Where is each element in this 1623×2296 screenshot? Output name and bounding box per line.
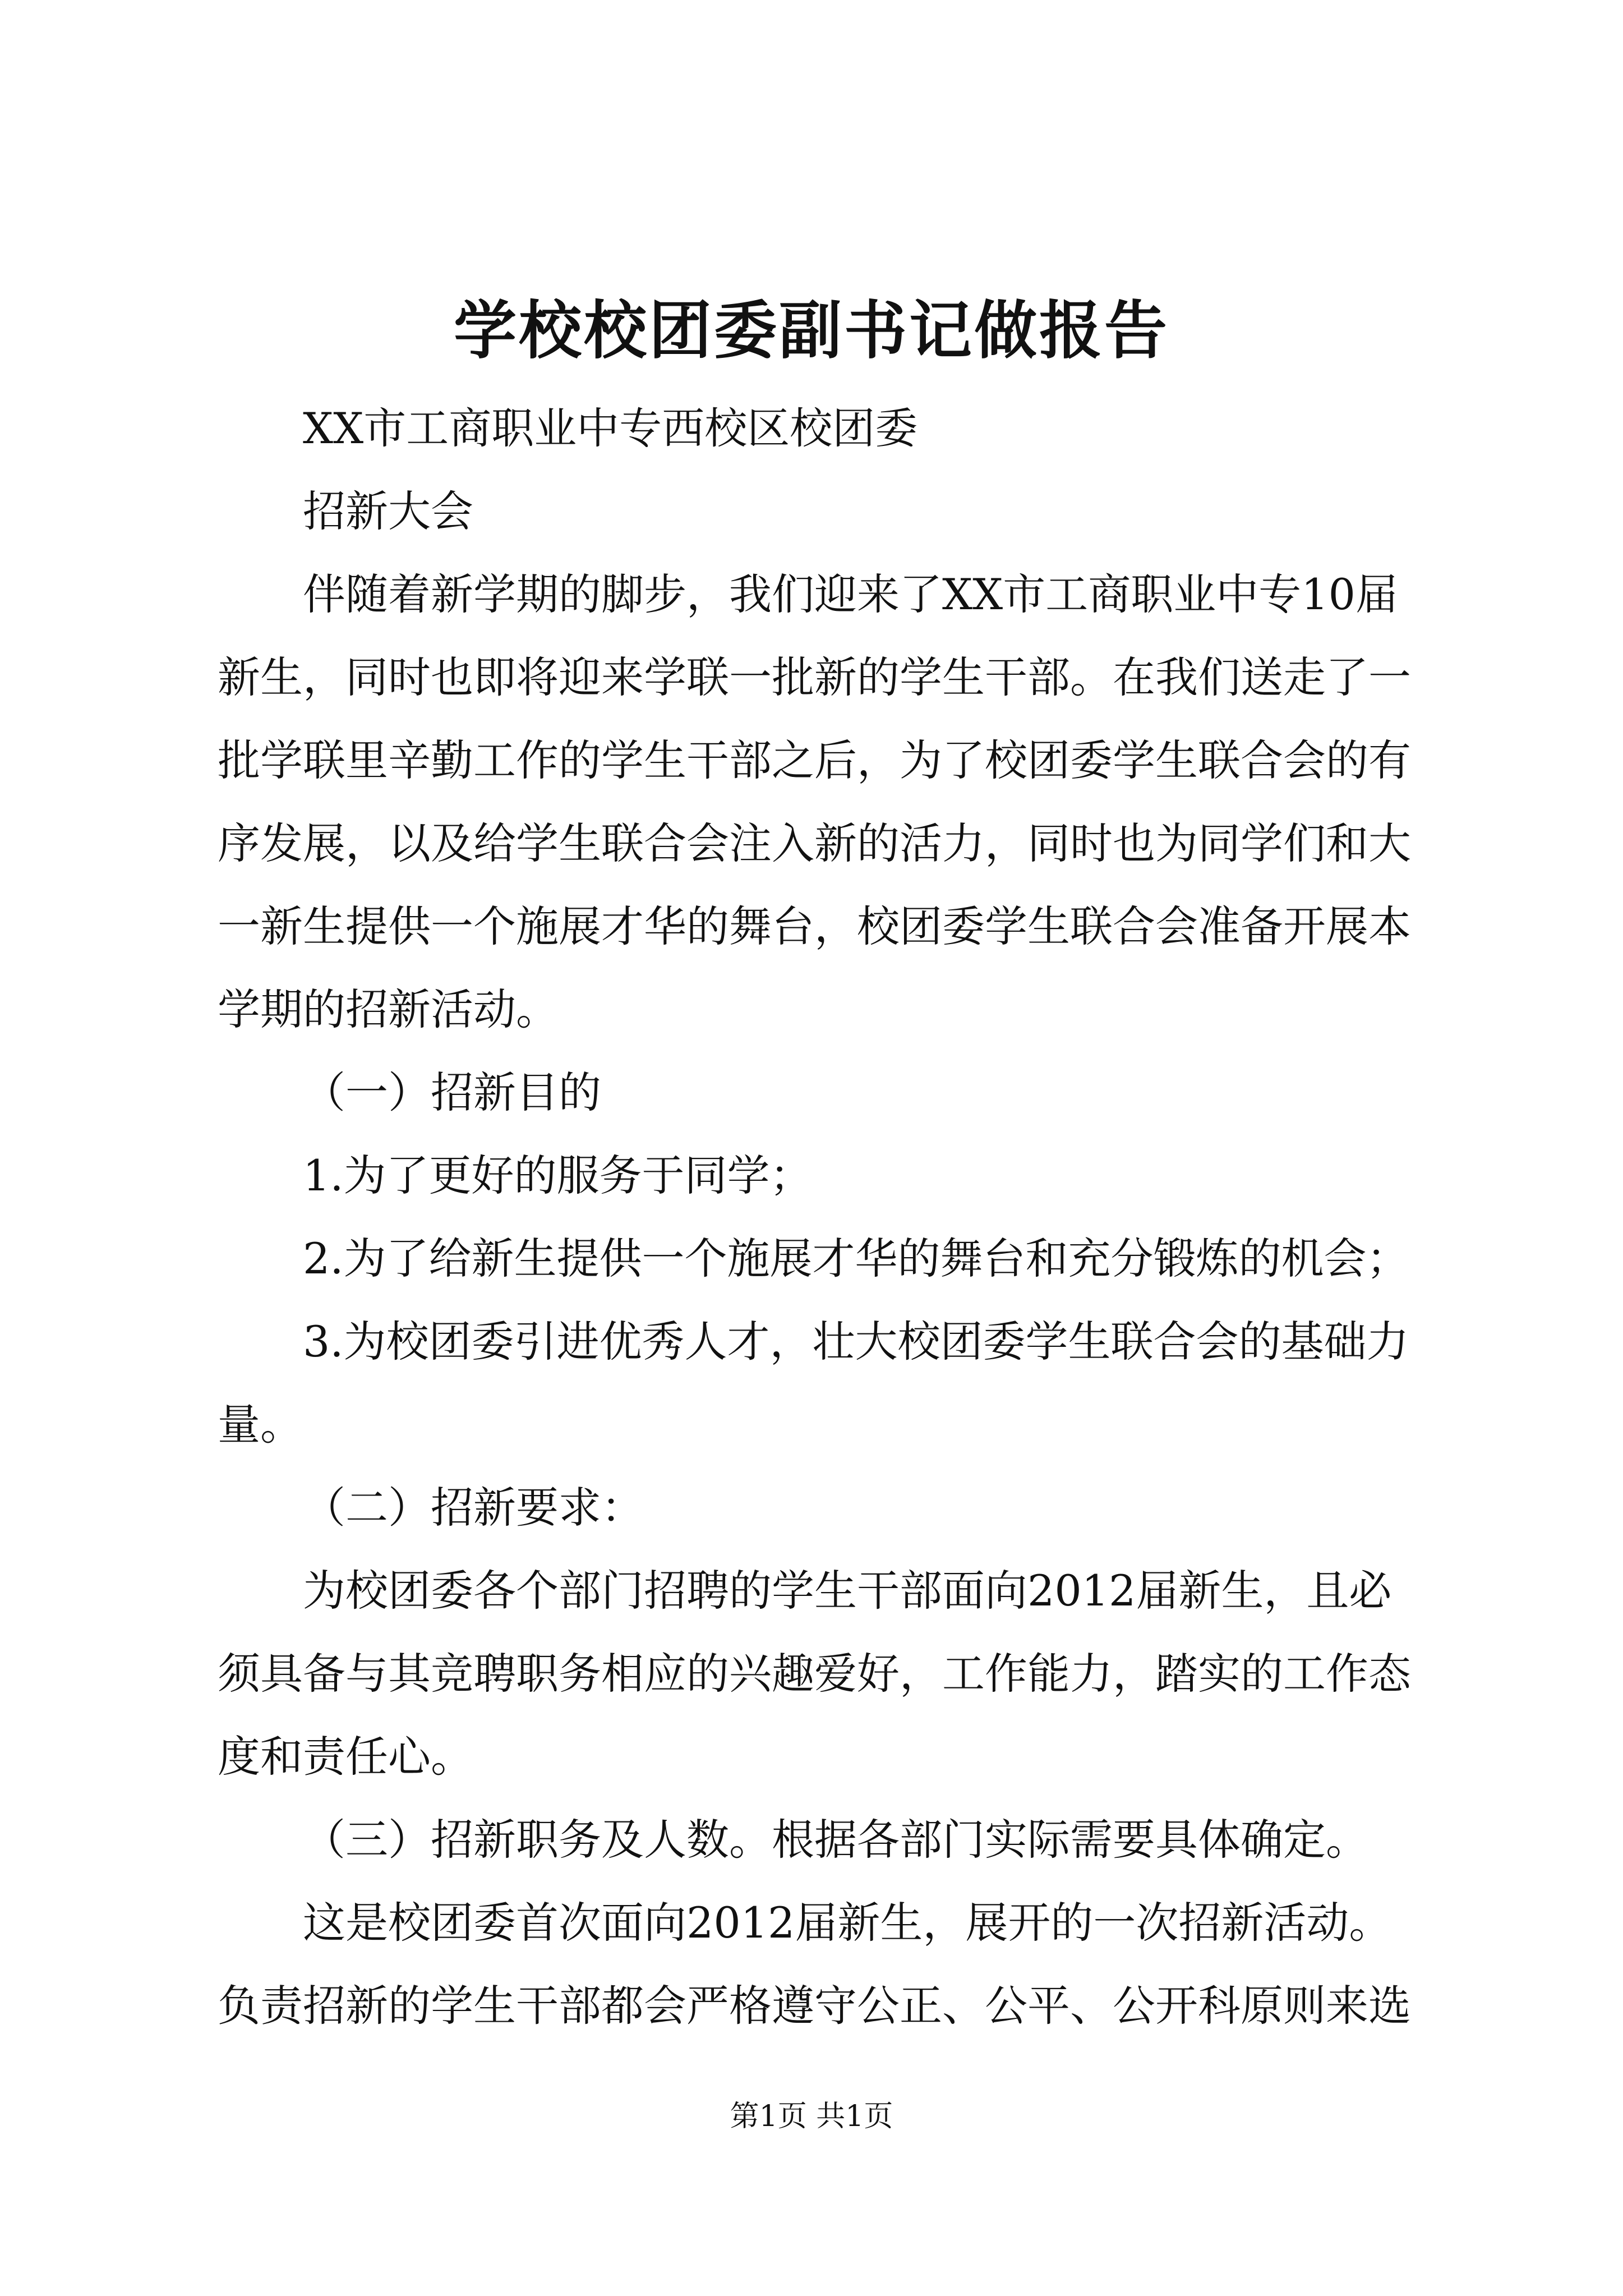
section2-line-2: 须具备与其竞聘职务相应的兴趣爱好，工作能力，踏实的工作态 (218, 1649, 1411, 1699)
section1-item-3: 3.为校团委引进优秀人才，壮大校团委学生联合会的基础力 (303, 1317, 1409, 1366)
section2-line-1: 为校团委各个部门招聘的学生干部面向2012届新生，且必 (303, 1566, 1392, 1616)
section1-heading: （一）招新目的 (303, 1068, 601, 1117)
org-line: XX市工商职业中专西校区校团委 (303, 403, 918, 453)
page-footer: 第1页 共1页 (730, 2100, 893, 2133)
intro-line-2: 新生，同时也即将迎来学联一批新的学生干部。在我们送走了一 (218, 652, 1411, 702)
section2-line-3: 度和责任心。 (218, 1732, 473, 1782)
intro-line-6: 学期的招新活动。 (218, 984, 559, 1034)
closing-line-2: 负责招新的学生干部都会严格遵守公正、公平、公开科原则来选 (218, 1981, 1411, 2031)
section1-item-3-continued: 量。 (218, 1400, 303, 1450)
section2-heading: （二）招新要求： (303, 1483, 644, 1533)
document-title: 学校校团委副书记做报告 (454, 294, 1169, 367)
intro-line-1: 伴随着新学期的脚步，我们迎来了XX市工商职业中专10届 (303, 569, 1398, 619)
event-line: 招新大会 (303, 486, 473, 536)
section3-heading: （三）招新职务及人数。根据各部门实际需要具体确定。 (303, 1815, 1368, 1865)
section1-item-1: 1.为了更好的服务于同学； (303, 1151, 813, 1200)
intro-line-4: 序发展，以及给学生联合会注入新的活力，同时也为同学们和大 (218, 818, 1411, 868)
section1-item-2: 2.为了给新生提供一个施展才华的舞台和充分锻炼的机会； (303, 1234, 1409, 1283)
intro-line-5: 一新生提供一个施展才华的舞台，校团委学生联合会准备开展本 (218, 901, 1411, 951)
intro-line-3: 批学联里辛勤工作的学生干部之后，为了校团委学生联合会的有 (218, 735, 1411, 785)
closing-line-1: 这是校团委首次面向2012届新生，展开的一次招新活动。 (303, 1898, 1392, 1948)
document-body (218, 387, 1418, 2047)
